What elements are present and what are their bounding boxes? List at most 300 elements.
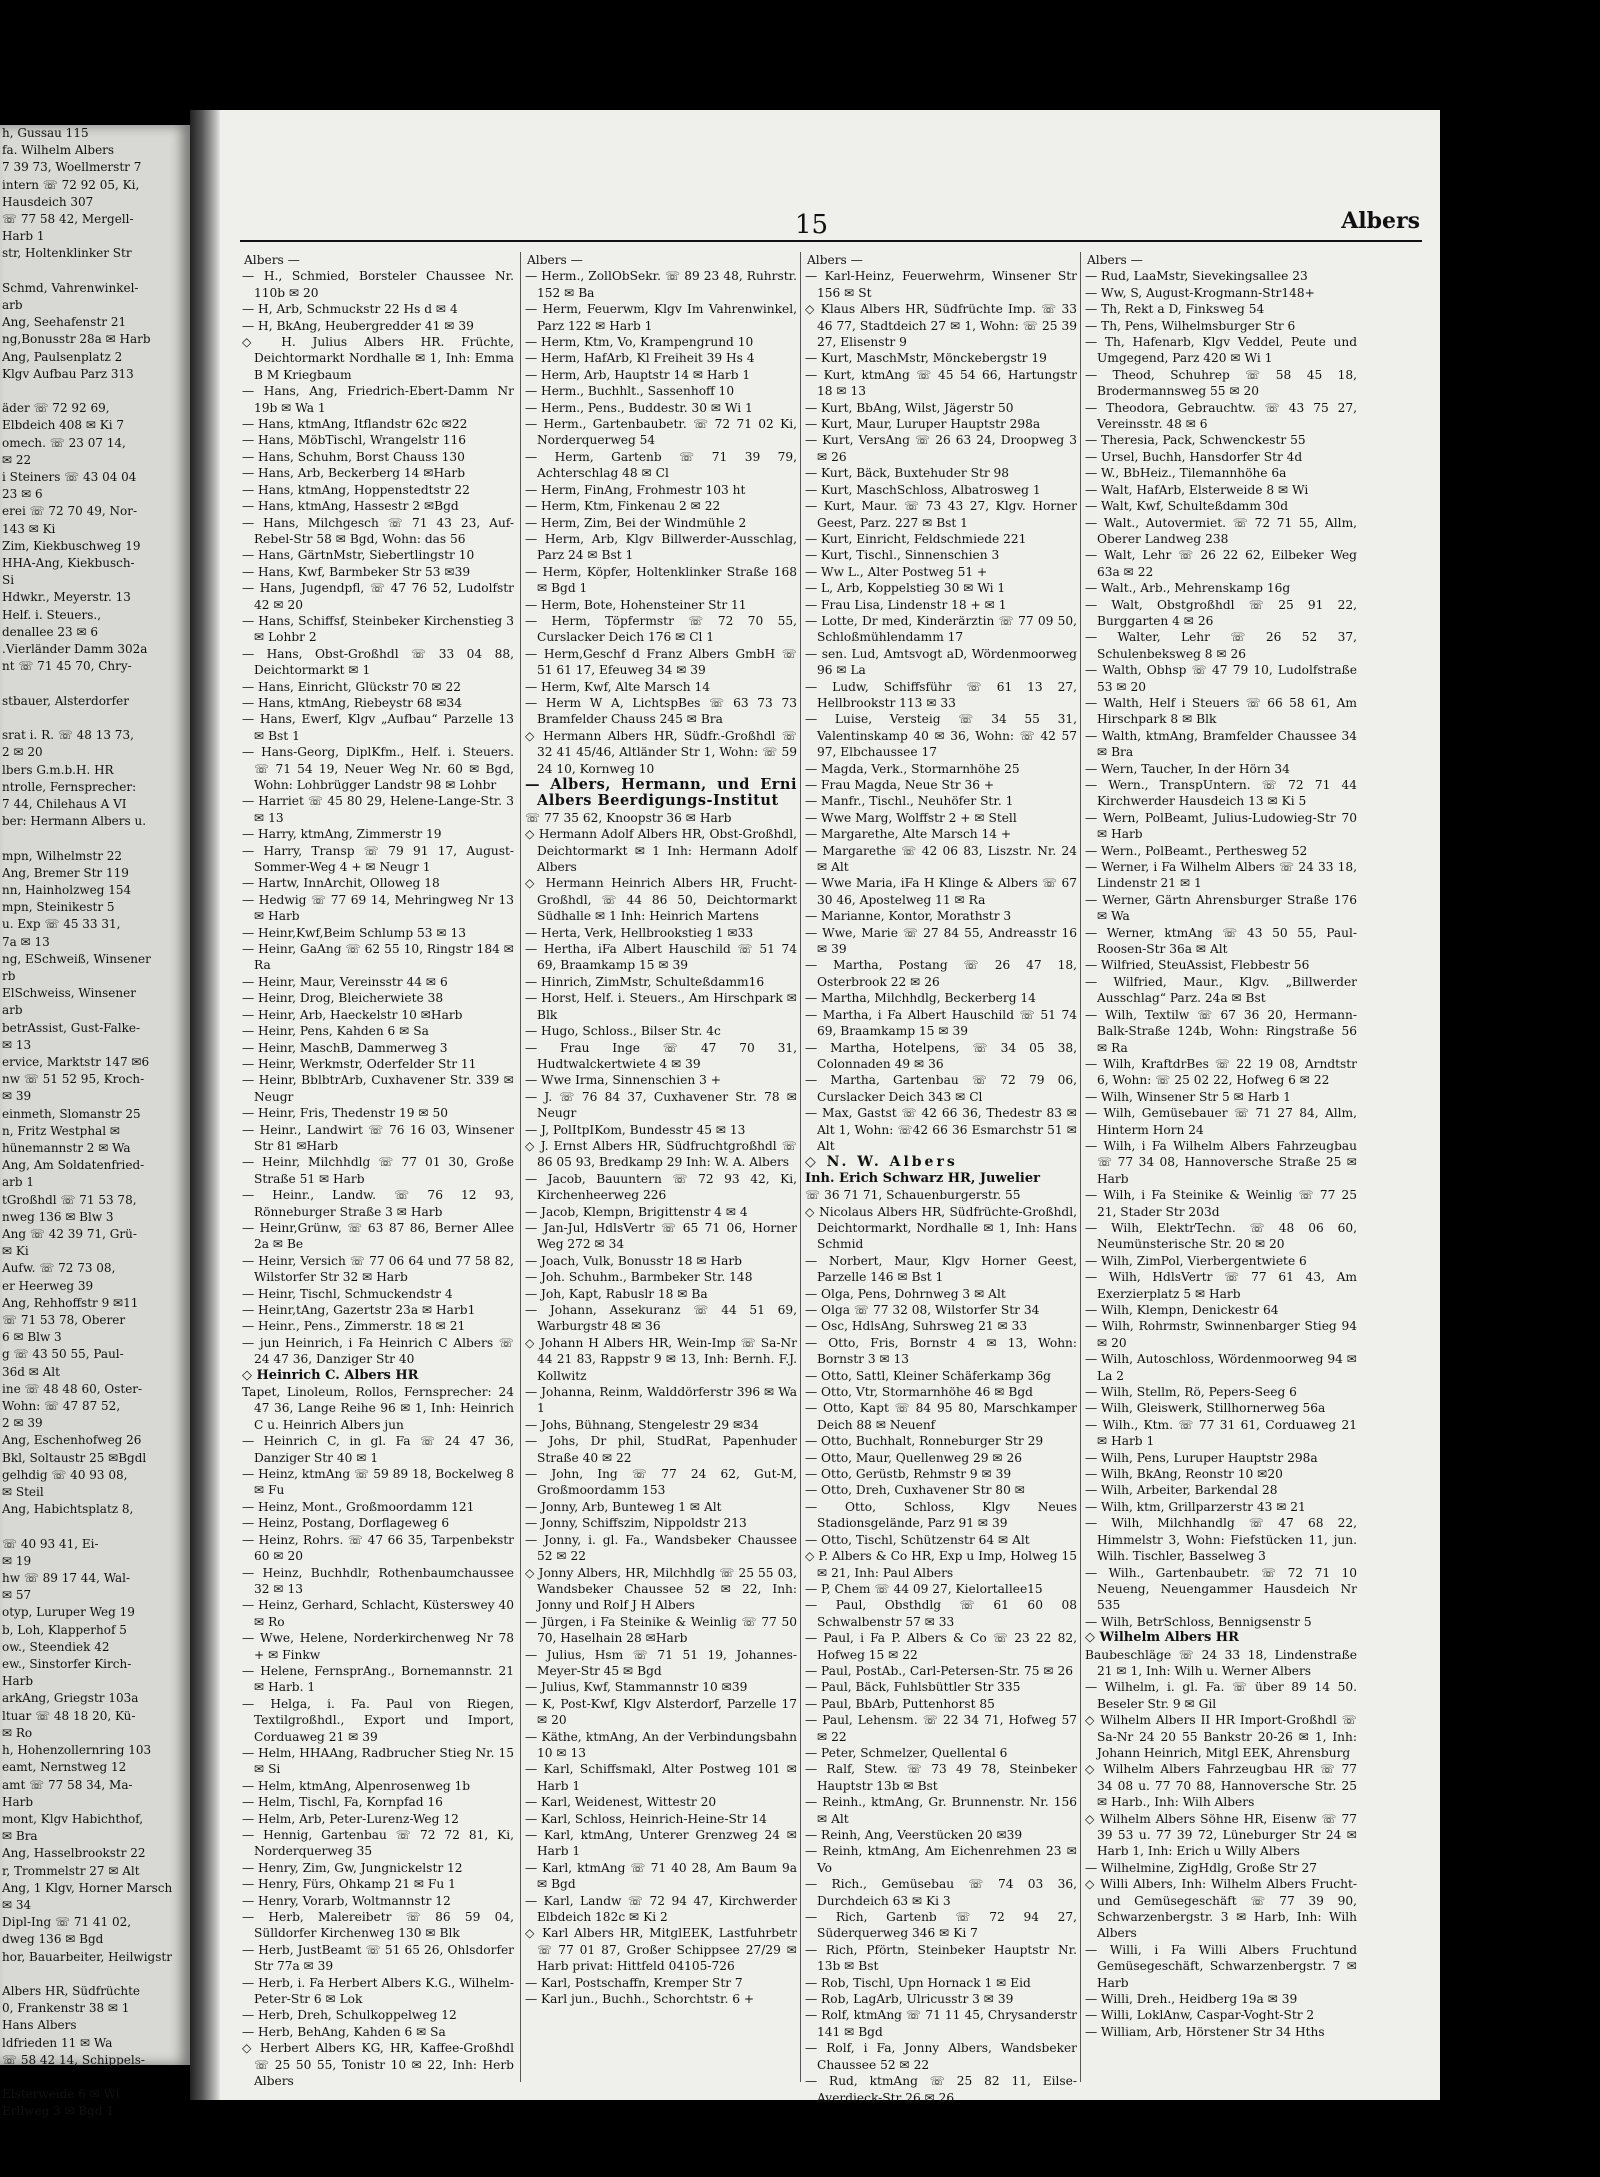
left-page-line [0, 676, 190, 693]
directory-entry: — Lotte, Dr med, Kinderärztin ☏ 77 09 50, Schloßmühlendamm 17 [805, 613, 1077, 645]
directory-entry: — Heinr, Fris, Thedenstr 19 ✉ 50 [242, 1106, 448, 1121]
left-page-line [0, 1518, 190, 1535]
directory-entry: — Rich, Pförtn, Steinbeker Hauptstr Nr. 13b ✉ Bst [805, 1942, 1077, 1974]
directory-entry: ◇ Johann H Albers HR, Wein-Imp ☏ Sa-Nr 44 21 83, Rappstr 9 ✉ 13, Inh: Bernh. F.J. Kollwitz [525, 1335, 797, 1383]
directory-entry: — Kurt, ktmAng ☏ 45 54 66, Hartungstr 18 ✉ 13 [805, 367, 1077, 399]
directory-entry: — Luise, Versteig ☏ 34 55 31, Valentinskamp 40 ✉ 36, Wohn: ☏ 42 57 97, Elbchaussee 17 [805, 712, 1077, 760]
left-page-line: h, Gussau 115 [2, 126, 89, 140]
directory-entry: — Hans, Milchgesch ☏ 71 43 23, Auf-Rebel-Str 58 ✉ Bgd, Wohn: das 56 [242, 515, 514, 546]
directory-entry: — Helm, HHAAng, Radbrucher Stieg Nr. 15 ✉ Si [242, 1745, 514, 1777]
directory-entry: — Ludw, Schiffsführ ☏ 61 13 27, Hellbrookstr 113 ✉ 33 [805, 679, 1077, 710]
left-page-line: ☏ 71 53 78, Oberer [2, 1313, 126, 1328]
left-page-line: ✉ 22 [2, 452, 32, 467]
left-page-line: ng, ESchweiß, Winsener [2, 951, 151, 966]
directory-entry: — Herm, FinAng, Frohmestr 103 ht [525, 482, 746, 497]
left-page-line: u. Exp ☏ 45 33 31, [2, 917, 121, 932]
left-page-line: hor, Bauarbeiter, Heilwigstr [2, 1949, 172, 1964]
directory-entry: ◇ Wilhelm Albers Fahrzeugbau HR ☏ 77 34 08 u. 77 70 88, Hannoversche Str. 25 ✉ Harb., Inh: Wilh Albers [1085, 1762, 1357, 1810]
left-page-line: srat i. R. ☏ 48 13 73, [2, 728, 134, 743]
directory-entry: ☏ 36 71 71, Schauenburgerstr. 55 [805, 1188, 1021, 1203]
left-page-line: 0, Frankenstr 38 ✉ 1 [2, 2001, 130, 2016]
directory-entry: — William, Arb, Hörstener Str 34 Hths [1085, 2024, 1325, 2039]
directory-entry: — Harry, ktmAng, Zimmerstr 19 [242, 827, 442, 842]
left-page-line: Aufw. ☏ 72 73 08, [2, 1261, 116, 1276]
directory-entry: — Hans, Schuhm, Borst Chauss 130 [242, 449, 465, 464]
left-page-line: Zim, Kiekbuschweg 19 [2, 538, 141, 553]
directory-entry: — Heinrich C, in gl. Fa ☏ 24 47 36, Danziger Str 40 ✉ 1 [242, 1434, 514, 1465]
left-page-line: mpn, Steinikestr 5 [2, 900, 115, 915]
directory-entry: — Helene, FernsprAng., Bornemannstr. 21 ✉ Harb. 1 [242, 1663, 514, 1695]
directory-entry: — H, BkAng, Heubergredder 41 ✉ 39 [242, 318, 474, 333]
directory-entry: — Wilh., Ktm. ☏ 77 31 61, Corduaweg 21 ✉ Harb 1 [1085, 1417, 1357, 1449]
directory-entry: — Kurt, BbAng, Wilst, Jägerstr 50 [805, 400, 1014, 415]
directory-entry: — Frau Magda, Neue Str 36 + [805, 778, 995, 792]
left-page-line: dweg 136 ✉ Bgd [2, 1932, 104, 1947]
left-page-line: arb 1 [2, 1175, 35, 1190]
directory-entry: — Wilh, Milchhandlg ☏ 47 68 22, Himmelstr 3, Wohn: Fiefstücken 11, jun. Wilh. Tischler, Basselweg 3 [1085, 1516, 1357, 1564]
directory-entry: — Rolf, i Fa, Jonny Albers, Wandsbeker Chaussee 52 ✉ 22 [805, 2041, 1077, 2072]
directory-entry: — Heinz, Gerhard, Schlacht, Küsterswey 40 ✉ Ro [242, 1598, 514, 1629]
left-page-line: ine ☏ 48 48 60, Oster- [2, 1381, 143, 1396]
directory-entry: — Ww L., Alter Postweg 51 + [805, 564, 988, 579]
left-page-line: Harb [2, 1674, 34, 1689]
left-page-line [0, 830, 190, 847]
left-page-line: nt ☏ 71 45 70, Chry- [2, 659, 132, 674]
left-page-line: ntrolle, Fernsprecher: [2, 779, 137, 794]
left-page-line: ✉ 39 [2, 1089, 32, 1104]
column-divider [520, 252, 521, 2082]
directory-entry: — Wilh., Gartenbaubetr. ☏ 72 71 10 Neueng, Neuengammer Hausdeich Nr 535 [1085, 1565, 1357, 1613]
directory-entry: — Wilh, ZimPol, Vierbergentwiete 6 [1085, 1253, 1307, 1268]
left-page-line: tGroßhdl ☏ 71 53 78, [2, 1192, 137, 1207]
directory-entry: — Julius, Hsm ☏ 71 51 19, Johannes-Meyer-Str 45 ✉ Bgd [525, 1647, 797, 1678]
column-divider [800, 252, 801, 2082]
directory-entry: — Heinr., Landwirt ☏ 76 16 03, Winsener Str 81 ✉Harb [242, 1122, 514, 1153]
directory-entry: — Walt, Lehr ☏ 26 22 62, Eilbeker Weg 63a ✉ 22 [1085, 548, 1357, 579]
left-page-line: lbers G.m.b.H. HR [2, 762, 114, 777]
directory-entry: — Frau Lisa, Lindenstr 18 + ✉ 1 [805, 597, 1007, 612]
directory-entry: — Wwe Marg, Wolffstr 2 + ✉ Stell [805, 810, 1017, 825]
left-page-line: 7a ✉ 13 [2, 934, 50, 949]
left-page-line [0, 383, 190, 400]
directory-entry: — Rolf, ktmAng ☏ 71 11 45, Chrysanderstr 141 ✉ Bgd [805, 2008, 1077, 2039]
directory-entry: — Hans-Georg, DiplKfm., Helf. i. Steuers. ☏ 71 54 19, Neuer Weg Nr. 60 ✉ Bgd, Wohn: Lohbrügger Landstr 98 ✉ Lohbr [242, 745, 514, 792]
left-page-line: Wohn: ☏ 47 87 52, [2, 1399, 121, 1414]
left-page-line: einmeth, Slomanstr 25 [2, 1106, 141, 1121]
directory-entry: — Wilh, KraftdrBes ☏ 22 19 08, Arndtstr 6, Wohn: ☏ 25 02 22, Hofweg 6 ✉ 22 [1085, 1056, 1357, 1088]
directory-entry: — Otto, Buchhalt, Ronneburger Str 29 [805, 1434, 1044, 1449]
directory-entry: — Peter, Schmelzer, Quellental 6 [805, 1745, 1008, 1760]
directory-entry: ◇ Willi Albers, Inh: Wilhelm Albers Frucht- und Gemüsegeschäft ☏ 77 39 90, Schwarzenbergstr. 3 ✉ Harb, Inh: Wilh Albers [1085, 1877, 1357, 1941]
directory-entry: — Olga ☏ 77 32 08, Wilstorfer Str 34 [805, 1303, 1040, 1317]
left-page-line: ✉ Steil [2, 1485, 44, 1500]
directory-entry: — Heinr, Maur, Vereinsstr 44 ✉ 6 [242, 974, 448, 989]
left-page-line: 36d ✉ Alt [2, 1364, 60, 1379]
directory-entry: — Herm W A, LichtspBes ☏ 63 73 73 Bramfelder Chauss 245 ✉ Bra [525, 695, 797, 727]
left-page-line: Ang, 1 Klgv, Horner Marsch [2, 1880, 173, 1895]
directory-entry: — Martha, i Fa Albert Hauschild ☏ 51 74 69, Braamkamp 15 ✉ 39 [805, 1007, 1077, 1039]
directory-entry: — Hans, ktmAng, Hassestr 2 ✉Bgd [242, 499, 459, 514]
directory-entry: — Martha, Gartenbau ☏ 72 79 06, Curslacker Deich 343 ✉ Cl [805, 1073, 1077, 1104]
directory-entry: — Reinh, Ang, Veerstücken 20 ✉39 [805, 1828, 1023, 1842]
directory-entry: — Karl, Schloss, Heinrich-Heine-Str 14 [525, 1811, 767, 1826]
left-page-line: Ang ☏ 42 39 71, Grü- [2, 1227, 137, 1241]
left-page-line: ✉ Ro [2, 1725, 33, 1740]
left-page-line: r, Trommelstr 27 ✉ Alt [2, 1863, 140, 1878]
page-number: 15 [795, 210, 829, 240]
directory-entry: ◇ P. Albers & Co HR, Exp u Imp, Holweg 15 ✉ 21, Inh: Paul Albers [805, 1549, 1077, 1580]
left-page-line: Ang, Hasselbrookstr 22 [2, 1846, 146, 1861]
directory-entry: — Otto, Gerüstb, Rehmstr 9 ✉ 39 [805, 1467, 1012, 1482]
directory-entry: — Karl, ktmAng, Unterer Grenzweg 24 ✉ Harb 1 [525, 1828, 797, 1859]
directory-entry: — Jonny, Arb, Bunteweg 1 ✉ Alt [525, 1499, 722, 1514]
left-page-line: str, Holtenklinker Str [2, 246, 132, 261]
left-page-line: Elbdeich 408 ✉ Ki 7 [2, 418, 125, 433]
left-page-line: ✉ 13 [2, 1037, 32, 1052]
directory-entry: — W., BbHeiz., Tilemannhöhe 6a [1085, 466, 1287, 481]
left-page-line: otyp, Luruper Weg 19 [2, 1605, 135, 1620]
left-page-line: mpn, Wilhelmstr 22 [2, 848, 123, 863]
directory-entry: — Heinz, ktmAng ☏ 59 89 18, Bockelweg 8 ✉ Fu [242, 1467, 514, 1498]
directory-entry: — Joh, Kapt, Rabuslr 18 ✉ Ba [525, 1286, 708, 1301]
directory-entry: ◇ Hermann Adolf Albers HR, Obst-Großhdl, Deichtormarkt ✉ 1 Inh: Hermann Adolf Albers [525, 827, 797, 875]
directory-entry: — Hans, ktmAng, Hoppenstedtstr 22 [242, 482, 470, 497]
directory-entry: — Joach, Vulk, Bonusstr 18 ✉ Harb [525, 1253, 742, 1268]
directory-entry: — Martha, Postang ☏ 26 47 18, Osterbrook 22 ✉ 26 [805, 958, 1077, 989]
directory-entry: — Theodora, Gebrauchtw. ☏ 43 75 27, Vereinsstr. 48 ✉ 6 [1085, 400, 1357, 432]
directory-entry: ☏ 77 35 62, Knoopstr 36 ✉ Harb [525, 810, 732, 825]
directory-entry: Baubeschläge ☏ 24 33 18, Lindenstraße 21 ✉ 1, Inh: Wilh u. Werner Albers [1085, 1647, 1357, 1678]
left-page-line: Ang, Eschenhofweg 26 [2, 1433, 142, 1448]
directory-entry: — Hans, Obst-Großhdl ☏ 33 04 88, Deichtormarkt ✉ 1 [242, 646, 514, 678]
left-page-line: ☏ 58 42 14, Schippels- [2, 2052, 145, 2067]
left-page-line: arb [2, 298, 23, 313]
left-page-line: g ☏ 43 50 55, Paul- [2, 1347, 124, 1362]
directory-entry: — Wern, PolBeamt, Julius-Ludowieg-Str 70 ✉ Harb [1085, 810, 1357, 842]
left-page-line: nw ☏ 51 52 95, Kroch- [2, 1072, 145, 1087]
directory-entry: — Willi, LoklAnw, Caspar-Voght-Str 2 [1085, 2008, 1315, 2023]
directory-entry: — Kurt, VersAng ☏ 26 63 24, Droopweg 3 ✉ 26 [805, 433, 1077, 464]
directory-entry: — Wilh, ktm, Grillparzerstr 43 ✉ 21 [1085, 1499, 1306, 1514]
left-page-line: äder ☏ 72 92 69, [2, 401, 110, 416]
directory-entry: — Johs, Dr phil, StudRat, Papenhuder Straße 40 ✉ 22 [525, 1434, 797, 1465]
left-page-line: 6 ✉ Blw 3 [2, 1330, 62, 1345]
left-page-line: Ang, Habichtsplatz 8, [2, 1502, 134, 1517]
left-page-line [0, 1966, 190, 1983]
directory-entry: — Wilfried, SteuAssist, Flebbestr 56 [1085, 958, 1310, 973]
left-page-line: hünemannstr 2 ✉ Wa [2, 1140, 131, 1155]
directory-entry: — Herm, Arb, Hauptstr 14 ✉ Harb 1 [525, 367, 751, 382]
left-page-line: erei ☏ 72 70 49, Nor- [2, 504, 137, 519]
left-page-line: ng,Bonusstr 28a ✉ Harb [2, 332, 151, 347]
directory-entry: — Karl, Schiffsmakl, Alter Postweg 101 ✉ Harb 1 [525, 1762, 797, 1793]
left-page-line: omech. ☏ 23 07 14, [2, 435, 126, 450]
directory-entry: — Hedwig ☏ 77 69 14, Mehringweg Nr 13 ✉ Harb [242, 892, 514, 924]
directory-entry: — Herm, Kwf, Alte Marsch 14 [525, 679, 710, 694]
directory-entry: — Heinr, Arb, Haeckelstr 10 ✉Harb [242, 1007, 463, 1022]
left-page-line: ✉ 19 [2, 1553, 32, 1568]
left-page-line: ✉ Bra [2, 1829, 38, 1844]
directory-entry: — Jacob, Bauuntern ☏ 72 93 42, Ki, Kirchenheerweg 226 [525, 1171, 797, 1203]
directory-entry: — Martha, Milchhdlg, Beckerberg 14 [805, 991, 1036, 1006]
directory-entry: — Hertha, iFa Albert Hauschild ☏ 51 74 69, Braamkamp 15 ✉ 39 [525, 942, 797, 973]
directory-entry: — Käthe, ktmAng, An der Verbindungsbahn 10 ✉ 13 [525, 1729, 797, 1760]
directory-entry: — Th, Pens, Wilhelmsburger Str 6 [1085, 318, 1296, 333]
directory-entry: — Herb, Dreh, Schulkoppelweg 12 [242, 2008, 457, 2023]
directory-entry: — Kurt, Bäck, Buxtehuder Str 98 [805, 466, 1010, 481]
directory-entry: — Wilh, Winsener Str 5 ✉ Harb 1 [1085, 1089, 1291, 1104]
directory-entry: — Herm, Ktm, Finkenau 2 ✉ 22 [525, 499, 721, 514]
directory-entry: — Herm, Ktm, Vo, Krampengrund 10 [525, 335, 754, 350]
directory-entry: — Wwe, Marie ☏ 27 84 55, Andreasstr 16 ✉ 39 [805, 925, 1077, 957]
directory-entry: — Walt, Kwf, Schulteßdamm 30d [1085, 499, 1289, 514]
left-page-line: Ang, Rehhoffstr 9 ✉11 [2, 1295, 139, 1310]
left-page-line: nn, Hainholzweg 154 [2, 882, 132, 897]
directory-entry: — Walth, Obhsp ☏ 47 79 10, Ludolfstraße 53 ✉ 20 [1085, 663, 1357, 694]
directory-entry: — Wilh, Klempn, Denickestr 64 [1085, 1303, 1279, 1317]
directory-entry: — Paul, i Fa P. Albers & Co ☏ 23 22 82, Hofweg 15 ✉ 22 [805, 1631, 1077, 1662]
directory-entry: — Heinr, Tischl, Schmuckendstr 4 [242, 1286, 453, 1301]
left-page-line: ElSchweiss, Winsener [2, 986, 136, 1001]
directory-entry: — Helm, Arb, Peter-Lurenz-Weg 12 [242, 1811, 459, 1826]
directory-entry: — Paul, Bäck, Fuhlsbüttler Str 335 [805, 1680, 1021, 1695]
left-page-line: Ang, Paulsenplatz 2 [2, 349, 123, 364]
directory-entry: — Willi, Dreh., Heidberg 19a ✉ 39 [1085, 1992, 1298, 2007]
directory-entry: — Heinr, MaschB, Dammerweg 3 [242, 1040, 448, 1055]
left-page-line: arb [2, 1003, 23, 1018]
directory-entry: — Hans, Arb, Beckerberg 14 ✉Harb [242, 466, 466, 481]
directory-entry: — Henry, Vorarb, Woltmannstr 12 [242, 1893, 451, 1908]
left-page-lines [0, 125, 190, 2121]
directory-entry: ◇ J. Ernst Albers HR, Südfruchtgroßhdl ☏ 86 05 93, Bredkamp 29 Inh: W. A. Albers [525, 1138, 797, 1170]
directory-entry: — Wilh, Stellm, Rö, Pepers-Seeg 6 [1085, 1385, 1297, 1400]
left-page-line: nweg 136 ✉ Blw 3 [2, 1209, 114, 1224]
left-page-line: HHA-Ang, Kiekbusch- [2, 556, 135, 571]
left-page-line: ltuar ☏ 48 18 20, Kü- [2, 1708, 136, 1723]
directory-entry: — jun Heinrich, i Fa Heinrich C Albers ☏ 24 47 36, Danziger Str 40 [242, 1335, 514, 1367]
column-entries [525, 268, 797, 2007]
left-page-line: h, Hohenzollernring 103 [2, 1743, 152, 1758]
directory-entry: — Heinr,Kwf,Beim Schlump 53 ✉ 13 [242, 925, 466, 940]
directory-entry: ◇ Jonny Albers, HR, Milchhdlg ☏ 25 55 03, Wandsbeker Chaussee 52 ✉ 22, Inh: Jonny und Rolf J H Albers [525, 1565, 797, 1613]
header-rule [240, 240, 1422, 242]
directory-entry: — Werner, i Fa Wilhelm Albers ☏ 24 33 18, Lindenstr 21 ✉ 1 [1085, 860, 1357, 891]
directory-entry: — Karl, Weidenest, Wittestr 20 [525, 1795, 717, 1810]
directory-entry: — Kurt, Tischl., Sinnenschien 3 [805, 548, 1000, 563]
directory-entry: — Hartw, InnArchit, Olloweg 18 [242, 876, 440, 891]
directory-entry: — Herm., Pens., Buddestr. 30 ✉ Wi 1 [525, 400, 753, 415]
directory-entry: — Johs, Bühnang, Stengelestr 29 ✉34 [525, 1417, 759, 1432]
left-page-line [0, 710, 190, 727]
directory-entry: — Heinr, Versich ☏ 77 06 64 und 77 58 82, Wilstorfer Str 32 ✉ Harb [242, 1253, 514, 1285]
directory-entry: — Olga, Pens, Dohrnweg 3 ✉ Alt [805, 1286, 1006, 1301]
left-page-line: Hdwkr., Meyerstr. 13 [2, 590, 131, 605]
left-page-line: arkAng, Griegstr 103a [2, 1691, 139, 1706]
left-page-line: betrAssist, Gust-Falke- [2, 1020, 141, 1035]
directory-entry: — Margarethe, Alte Marsch 14 + [805, 827, 1012, 842]
directory-entry: — Paul, BbArb, Puttenhorst 85 [805, 1696, 995, 1711]
directory-entry: — Magda, Verk., Stormarnhöhe 25 [805, 761, 1020, 776]
left-page-line: Harb [2, 1794, 34, 1809]
directory-entry: — Heinz, Postang, Dorflageweg 6 [242, 1516, 450, 1531]
column-entries [805, 268, 1077, 2106]
left-page-line: Ang, Bremer Str 119 [2, 865, 129, 880]
directory-entry: — Walt., Autovermiet. ☏ 72 71 55, Allm, Oberer Landweg 238 [1085, 515, 1357, 546]
directory-entry: — J, PolItpIKom, Bundesstr 45 ✉ 13 [525, 1122, 746, 1137]
directory-entry: — P, Chem ☏ 44 09 27, Kielortallee15 [805, 1581, 1043, 1596]
directory-entry: — Wilh, Arbeiter, Barkendal 28 [1085, 1483, 1278, 1498]
directory-entry: — Willi, i Fa Willi Albers Fruchtund Gemüsegeschäft, Schwarzenbergstr. 7 ✉ Harb [1085, 1942, 1357, 1990]
directory-entry: ◇ Wilhelm Albers HR [1085, 1630, 1239, 1646]
left-page-line: 7 39 73, Woellmerstr 7 [2, 160, 142, 175]
left-page-line: Si [2, 573, 15, 588]
directory-entry: — Wwe Maria, iFa H Klinge & Albers ☏ 67 30 46, Apostelweg 11 ✉ Ra [805, 876, 1077, 907]
left-page-line: amt ☏ 77 58 34, Ma- [2, 1777, 133, 1792]
directory-entry: — Hugo, Schloss., Bilser Str. 4c [525, 1024, 721, 1039]
directory-entry: — Heinz, Buchhdlr, Rothenbaumchaussee 32 ✉ 13 [242, 1565, 514, 1596]
left-page-line: ✉ Ki [2, 1244, 29, 1259]
left-page-line: ✉ 34 [2, 1897, 32, 1912]
column-head: Albers — [807, 253, 863, 267]
left-page-line: ew., Sinstorfer Kirch- [2, 1657, 132, 1672]
directory-entry: — Horst, Helf. i. Steuers., Am Hirschpark ✉ Blk [525, 991, 797, 1022]
directory-page [220, 110, 1440, 2105]
directory-entry: — Harry, Transp ☏ 79 91 17, August-Sommer-Weg 4 + ✉ Neugr 1 [242, 843, 514, 875]
directory-entry: — Wilh, i Fa Steinike & Weinlig ☏ 77 25 21, Stader Str 203d [1085, 1188, 1357, 1219]
directory-entry: — Wern., PolBeamt., Perthesweg 52 [1085, 843, 1308, 858]
directory-entry: — Jürgen, i Fa Steinike & Weinlig ☏ 77 50 70, Haselhain 28 ✉Harb [525, 1614, 797, 1646]
column-divider [1080, 252, 1081, 2082]
directory-entry: — Harriet ☏ 45 80 29, Helene-Lange-Str. 3 ✉ 13 [242, 794, 514, 825]
directory-entry: — Otto, Vtr, Stormarnhöhe 46 ✉ Bgd [805, 1385, 1033, 1400]
directory-entry: — Karl jun., Buchh., Schorchtstr. 6 + [525, 1992, 755, 2007]
scan-border [1440, 0, 1600, 2177]
directory-entry: — Kurt, Maur, Luruper Hauptstr 298a [805, 417, 1041, 432]
directory-entry: — Rob, LagArb, Ulricusstr 3 ✉ 39 [805, 1992, 1014, 2007]
directory-entry: ◇ Klaus Albers HR, Südfrüchte Imp. ☏ 33 46 77, Stadtdeich 27 ✉ 1, Wohn: ☏ 25 39 27, Elisenstr 9 [805, 302, 1077, 350]
directory-entry: — Ursel, Buchh, Hansdorfer Str 4d [1085, 449, 1303, 464]
left-page-line: hw ☏ 89 17 44, Wal- [2, 1571, 131, 1586]
left-page-line: 2 ✉ 20 [2, 745, 43, 760]
directory-entry: — Reinh., ktmAng, Gr. Brunnenstr. Nr. 156 ✉ Alt [805, 1795, 1077, 1826]
left-page-line: b, Loh, Klapperhof 5 [2, 1622, 127, 1637]
directory-entry: — Otto, Tischl, Schützenstr 64 ✉ Alt [805, 1532, 1030, 1547]
directory-entry: — Wilh, Gemüsebauer ☏ 71 27 84, Allm, Hinterm Horn 24 [1085, 1106, 1357, 1137]
column-entries [242, 268, 514, 2089]
left-page-line: Erllweg 3 ✉ Bgd 1 [2, 2104, 114, 2119]
directory-entry: — Herm, Köpfer, Holtenklinker Straße 168 ✉ Bgd 1 [525, 564, 797, 596]
directory-entry: — Otto, Fris, Bornstr 4 ✉ 13, Wohn: Bornstr 3 ✉ 13 [805, 1335, 1077, 1367]
left-page-fragment [0, 125, 190, 2119]
directory-entry: — Otto, Dreh, Cuxhavener Str 80 ✉ [805, 1483, 1025, 1498]
left-page-line [0, 263, 190, 280]
directory-entry: — Walth, Helf i Steuers ☏ 66 58 61, Am Hirschpark 8 ✉ Blk [1085, 695, 1357, 727]
directory-entry: ◇ N. W. Albers [805, 1154, 958, 1171]
directory-entry: — Heinr,tAng, Gazertstr 23a ✉ Harb1 [242, 1303, 476, 1317]
directory-entry: ◇ Wilhelm Albers II HR Import-Großhdl ☏ Sa-Nr 24 20 55 Bankstr 20-26 ✉ 1, Inh: Johann Heinrich, Mitgl EEK, Ahrensburg [1085, 1713, 1357, 1760]
directory-entry: — Wilh, Rohrmstr, Swinnenbarger Stieg 94 ✉ 20 [1085, 1319, 1357, 1350]
left-page-line: Hausdeich 307 [2, 194, 94, 209]
directory-entry: — Johanna, Reinm, Walddörferstr 396 ✉ Wa 1 [525, 1385, 797, 1416]
directory-entry: — Martha, Hotelpens, ☏ 34 05 38, Colonnaden 49 ✉ 36 [805, 1040, 1077, 1071]
left-page-line: Dipl-Ing ☏ 71 41 02, [2, 1915, 132, 1930]
directory-entry: — Karl, Landw ☏ 72 94 47, Kirchwerder Elbdeich 182c ✉ Ki 2 [525, 1893, 797, 1925]
column-3 [805, 252, 1077, 2105]
directory-entry: — Heinr, Drog, Bleicherwiete 38 [242, 991, 444, 1006]
directory-entry: ◇ Nicolaus Albers HR, Südfrüchte-Großhdl, Deichtormarkt, Nordhalle ✉ 1, Inh: Hans Schmid [805, 1204, 1077, 1252]
directory-entry: — K, Post-Kwf, Klgv Alsterdorf, Parzelle 17 ✉ 20 [525, 1696, 797, 1728]
column-head: Albers — [244, 253, 300, 267]
directory-entry: — Johann, Assekuranz ☏ 44 51 69, Warburgstr 48 ✉ 36 [525, 1303, 797, 1334]
left-page-line: Harb 1 [2, 229, 45, 244]
directory-entry: — Margarethe ☏ 42 06 83, Liszstr. Nr. 24 ✉ Alt [805, 843, 1077, 875]
directory-entry: — Kurt, MaschMstr, Mönckebergstr 19 [805, 351, 1047, 366]
left-page-line: eamt, Nernstweg 12 [2, 1760, 127, 1775]
directory-entry: — Heinz, Mont., Großmoordamm 121 [242, 1499, 475, 1514]
directory-entry: — Jonny, i. gl. Fa., Wandsbeker Chaussee 52 ✉ 22 [525, 1532, 797, 1564]
directory-entry: — Ralf, Stew. ☏ 73 49 78, Steinbeker Hauptstr 13b ✉ Bst [805, 1762, 1077, 1793]
directory-entry: — Max, Gastst ☏ 42 66 36, Thedestr 83 ✉ Alt 1, Wohn: ☏42 66 36 Esmarchstr 51 ✉ Alt [805, 1106, 1077, 1153]
left-page-line: Ang, Seehafenstr 21 [2, 315, 127, 330]
directory-entry: — Herm, Arb, Klgv Billwerder-Ausschlag, Parz 24 ✉ Bst 1 [525, 531, 797, 563]
directory-entry: — Marianne, Kontor, Morathstr 3 [805, 909, 1012, 924]
directory-entry: — Wilfried, Maur., Klgv. „Billwerder Ausschlag“ Parz. 24a ✉ Bst [1085, 974, 1357, 1006]
left-page-line: 2 ✉ 39 [2, 1416, 43, 1431]
directory-entry: — Wilh, Textilw ☏ 67 36 20, Hermann-Balk-Straße 124b, Wohn: Ringstraße 56 ✉ Ra [1085, 1007, 1357, 1055]
directory-entry: — Herm, Töpfermstr ☏ 72 70 55, Curslacker Deich 176 ✉ Cl 1 [525, 613, 797, 645]
directory-entry: — Herm, Bote, Hohensteiner Str 11 [525, 597, 747, 612]
directory-entry: — Jacob, Klempn, Brigittenstr 4 ✉ 4 [525, 1204, 748, 1219]
directory-entry: — Kurt, Einricht, Feldschmiede 221 [805, 531, 1027, 546]
directory-entry: — Heinr, Milchhdlg ☏ 77 01 30, Große Straße 51 ✉ Harb [242, 1155, 514, 1186]
directory-entry: — Herm., Gartenbaubetr. ☏ 72 71 02 Ki, Norderquerweg 54 [525, 417, 797, 448]
directory-entry: — Herm, Feuerwm, Klgv Im Vahrenwinkel, Parz 122 ✉ Harb 1 [525, 302, 797, 333]
left-page-line: stbauer, Alsterdorfer [2, 693, 129, 708]
directory-entry: — J. ☏ 76 84 37, Cuxhavener Str. 78 ✉ Neugr [525, 1089, 797, 1121]
directory-entry: — Wilh, Pens, Luruper Hauptstr 298a [1085, 1450, 1318, 1465]
directory-entry: — H., Schmied, Borsteler Chaussee Nr. 110b ✉ 20 [242, 269, 514, 300]
directory-entry: — Hennig, Gartenbau ☏ 72 72 81, Ki, Norderquerweg 35 [242, 1828, 514, 1859]
directory-entry: — Wern., TranspUntern. ☏ 72 71 44 Kirchwerder Hausdeich 13 ✉ Ki 5 [1085, 778, 1357, 809]
directory-entry: — Otto, Kapt ☏ 84 95 80, Marschkamper Deich 88 ✉ Neuenf [805, 1401, 1077, 1432]
directory-entry: — Jan-Jul, HdlsVertr ☏ 65 71 06, Horner Weg 272 ✉ 34 [525, 1220, 797, 1252]
running-head: Albers [1341, 208, 1420, 234]
directory-entry: — Theresia, Pack, Schwenckestr 55 [1085, 433, 1306, 448]
directory-entry: — Hans, Einricht, Glückstr 70 ✉ 22 [242, 679, 462, 694]
directory-entry: — Hans, ktmAng, Itflandstr 62c ✉22 [242, 417, 468, 432]
directory-entry: — Heinr, GaAng ☏ 62 55 10, Ringstr 184 ✉ Ra [242, 942, 514, 973]
directory-entry: — Herb, BehAng, Kahden 6 ✉ Sa [242, 2024, 446, 2039]
directory-entry: — Hans, Schiffsf, Steinbeker Kirchenstieg 3 ✉ Lohbr 2 [242, 613, 514, 645]
left-page-line: i Steiners ☏ 43 04 04 [2, 470, 137, 485]
directory-entry: — Herb, i. Fa Herbert Albers K.G., Wilhelm-Peter-Str 6 ✉ Lok [242, 1975, 514, 2007]
column-head: Albers — [527, 253, 583, 267]
directory-entry: — Wwe Irma, Sinnenschien 3 + [525, 1073, 721, 1088]
left-page-line: n, Fritz Westphal ✉ [2, 1123, 120, 1138]
left-page-line: ✉ 57 [2, 1588, 32, 1603]
directory-entry: — Heinr,Grünw, ☏ 63 87 86, Berner Allee 2a ✉ Be [242, 1220, 514, 1252]
directory-entry: — Wilhelmine, ZigHdlg, Große Str 27 [1085, 1860, 1318, 1875]
directory-entry: ◇ Herbert Albers KG, HR, Kaffee-Großhdl ☏ 25 50 55, Tonistr 10 ✉ 22, Inh: Herb Albers [242, 2041, 514, 2089]
left-page-line: fa. Wilhelm Albers [2, 143, 115, 158]
directory-entry: — Herm, Gartenb ☏ 71 39 79, Achterschlag 48 ✉ Cl [525, 449, 797, 481]
directory-entry: — Wwe, Helene, Norderkirchenweg Nr 78 + ✉ Finkw [242, 1631, 514, 1662]
directory-entry: — sen. Lud, Amtsvogt aD, Wördenmoorweg 96 ✉ La [805, 646, 1077, 678]
directory-entry: — Frau Inge ☏ 47 70 31, Hudtwalckertwiete 4 ✉ 39 [525, 1040, 797, 1071]
column-1 [242, 252, 514, 2089]
directory-entry: — Norbert, Maur, Klgv Horner Geest, Parzelle 146 ✉ Bst 1 [805, 1253, 1077, 1285]
book-gutter [190, 110, 220, 2100]
